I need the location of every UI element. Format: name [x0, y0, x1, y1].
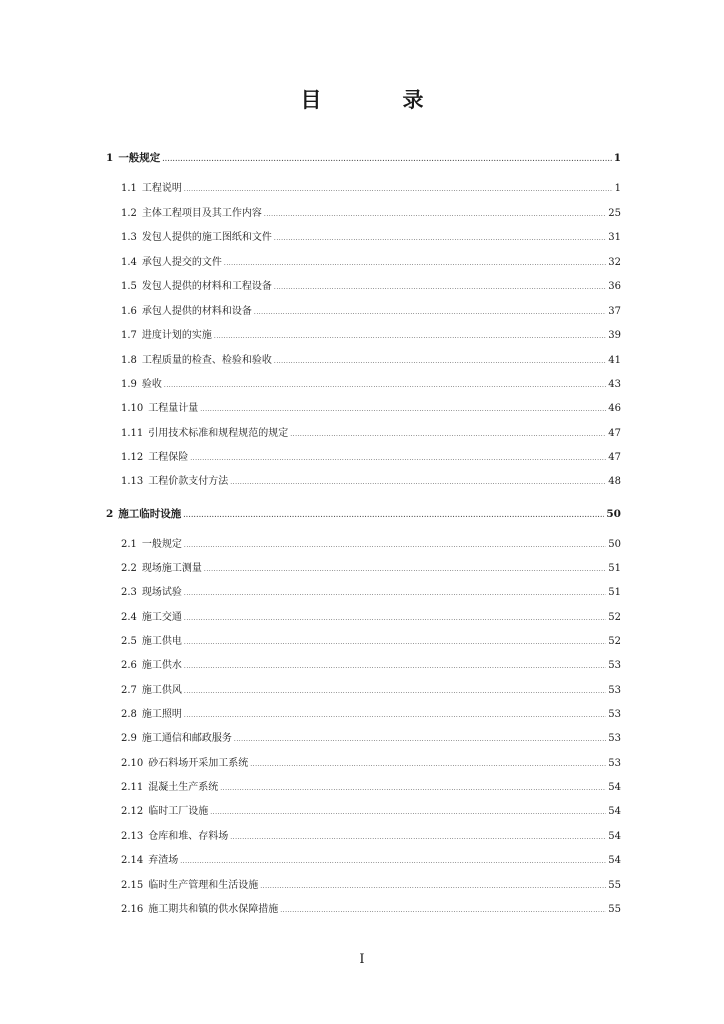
dot-leader	[260, 879, 606, 895]
dot-leader	[190, 451, 606, 467]
toc-entry-page: 50	[608, 539, 621, 550]
toc-entry-number: 2.2	[121, 563, 137, 574]
toc-entry-page: 53	[608, 733, 621, 744]
toc-entry[interactable]	[121, 610, 621, 626]
toc-entry[interactable]	[121, 328, 621, 344]
toc-entry-page: 53	[608, 685, 621, 696]
toc-entry-number: 1.1	[121, 183, 137, 194]
toc-entry-label: 弃渣场	[148, 855, 179, 866]
toc-entry-number: 1.5	[121, 281, 137, 292]
toc-entry-number: 2.14	[121, 855, 144, 866]
toc-entry-label: 进度计划的实施	[141, 330, 212, 341]
dot-leader	[230, 830, 606, 846]
toc-entry[interactable]	[121, 353, 621, 369]
toc-entry-number: 2.16	[121, 904, 144, 915]
toc-entry-label: 施工供风	[141, 685, 182, 696]
toc-entry-number: 1.12	[121, 452, 144, 463]
toc-entry[interactable]	[121, 401, 621, 417]
toc-entry[interactable]	[121, 561, 621, 577]
toc-entry-label: 仓库和堆、存料场	[148, 831, 229, 842]
toc-entry-number: 2.4	[121, 612, 137, 623]
toc-entry[interactable]	[121, 634, 621, 650]
dot-leader	[184, 708, 606, 724]
toc-entry-label: 临时工厂设施	[148, 806, 209, 817]
toc-entry-page: 54	[608, 782, 621, 793]
dot-leader	[164, 378, 606, 394]
toc-entry-label: 承包人提供的材料和设备	[141, 306, 252, 317]
dot-leader	[230, 475, 606, 491]
toc-entry-page: 48	[608, 476, 621, 487]
toc-entry-number: 1.10	[121, 403, 144, 414]
toc-entry-number: 2.10	[121, 758, 144, 769]
toc-entry-number: 1.8	[121, 355, 137, 366]
toc-entry-label: 一般规定	[141, 539, 182, 550]
toc-entry-page: 53	[608, 709, 621, 720]
dot-leader	[180, 854, 606, 870]
toc-entry-page: 1	[613, 152, 621, 164]
dot-leader	[274, 231, 606, 247]
toc-entry-page: 54	[608, 855, 621, 866]
dot-leader	[214, 329, 606, 345]
toc-entry-label: 工程量计量	[148, 403, 199, 414]
toc-entry-page: 55	[608, 904, 621, 915]
toc-entry-label: 施工供水	[141, 660, 182, 671]
dot-leader	[183, 508, 604, 524]
dot-leader	[184, 586, 606, 602]
toc-entry[interactable]	[121, 304, 621, 320]
toc-entry-page: 55	[608, 880, 621, 891]
toc-entry-page: 52	[608, 636, 621, 647]
toc-entry-number: 1.7	[121, 330, 137, 341]
toc-entry[interactable]	[121, 658, 621, 674]
dot-leader	[200, 402, 606, 418]
toc-entry-label: 现场施工测量	[141, 563, 202, 574]
dot-leader	[210, 805, 606, 821]
toc-entry[interactable]	[121, 731, 621, 747]
toc-chapter-1[interactable]	[106, 150, 621, 166]
dot-leader	[224, 256, 606, 272]
toc-entry-number: 1	[106, 152, 114, 164]
toc-entry-label: 主体工程项目及其工作内容	[141, 208, 262, 219]
toc-entry-number: 2.5	[121, 636, 137, 647]
toc-entry-label: 施工交通	[141, 612, 182, 623]
toc-entry-label: 发包人提供的材料和工程设备	[141, 281, 272, 292]
dot-leader	[184, 182, 613, 198]
toc-entry[interactable]	[121, 255, 621, 271]
toc-entry-label: 施工通信和邮政服务	[141, 733, 232, 744]
toc-entry-page: 1	[614, 183, 621, 194]
toc-entry-number: 2.1	[121, 539, 137, 550]
toc-entry[interactable]	[121, 756, 621, 772]
toc-entry[interactable]	[121, 537, 621, 553]
dot-leader	[280, 903, 606, 919]
toc-entry-page: 54	[608, 831, 621, 842]
toc-entry-label: 工程质量的检查、检验和验收	[141, 355, 272, 366]
toc-chapter-2[interactable]	[106, 506, 621, 522]
toc-entry-page: 47	[608, 452, 621, 463]
toc-entry[interactable]	[121, 181, 621, 197]
toc-entry-label: 现场试验	[141, 587, 182, 598]
dot-leader	[162, 152, 611, 168]
toc-entry-page: 47	[608, 428, 621, 439]
toc-entry-label: 临时生产管理和生活设施	[148, 880, 259, 891]
toc-entry-number: 1.2	[121, 208, 137, 219]
toc-entry-label: 施工临时设施	[118, 508, 182, 520]
toc-entry-label: 承包人提交的文件	[141, 257, 222, 268]
toc-entry-page: 51	[608, 587, 621, 598]
toc-entry[interactable]	[121, 878, 621, 894]
toc-entry[interactable]	[121, 450, 621, 466]
toc-entry-page: 43	[608, 379, 621, 390]
toc-entry[interactable]	[121, 829, 621, 845]
toc-entry-page: 51	[608, 563, 621, 574]
toc-entry-page: 36	[608, 281, 621, 292]
toc-entry-page: 39	[608, 330, 621, 341]
toc-entry[interactable]	[121, 474, 621, 490]
dot-leader	[220, 781, 606, 797]
dot-leader	[184, 684, 606, 700]
toc-entry-number: 2.8	[121, 709, 137, 720]
toc-entry-number: 2.9	[121, 733, 137, 744]
dot-leader	[184, 635, 606, 651]
toc-entry-number: 1.11	[121, 428, 144, 439]
toc-entry-number: 2	[106, 508, 114, 520]
toc-entry-label: 施工照明	[141, 709, 182, 720]
dot-leader	[264, 207, 606, 223]
toc-entry-number: 1.3	[121, 232, 137, 243]
dot-leader	[234, 732, 606, 748]
toc-entry-page: 50	[606, 508, 621, 520]
dot-leader	[254, 305, 606, 321]
toc-entry-number: 2.15	[121, 880, 144, 891]
toc-entry-label: 施工供电	[141, 636, 182, 647]
toc-entry-page: 54	[608, 806, 621, 817]
toc-entry-page: 37	[608, 306, 621, 317]
toc-entry-page: 32	[608, 257, 621, 268]
toc-entry-page: 53	[608, 758, 621, 769]
toc-entry-page: 52	[608, 612, 621, 623]
toc-entry-number: 1.6	[121, 306, 137, 317]
toc-entry[interactable]	[121, 902, 621, 918]
toc-entry-number: 1.13	[121, 476, 144, 487]
toc-entry-label: 发包人提供的施工图纸和文件	[141, 232, 272, 243]
toc-entry[interactable]	[121, 426, 621, 442]
toc-entry-label: 施工期共和镇的供水保障措施	[148, 904, 279, 915]
page-title: 目 录	[300, 87, 454, 112]
toc-entry[interactable]	[121, 230, 621, 246]
dot-leader	[250, 757, 606, 773]
toc-entry-page: 41	[608, 355, 621, 366]
toc-entry-page: 46	[608, 403, 621, 414]
toc-entry-number: 2.7	[121, 685, 137, 696]
toc-entry[interactable]	[121, 377, 621, 393]
toc-entry[interactable]	[121, 780, 621, 796]
toc-entry[interactable]	[121, 707, 621, 723]
toc-entry[interactable]	[121, 804, 621, 820]
dot-leader	[274, 280, 606, 296]
dot-leader	[184, 611, 606, 627]
toc-entry-number: 2.6	[121, 660, 137, 671]
toc-entry-page: 53	[608, 660, 621, 671]
toc-entry-label: 混凝土生产系统	[148, 782, 219, 793]
toc-entry-label: 引用技术标准和规程规范的规定	[148, 428, 289, 439]
toc-entry-label: 工程说明	[141, 183, 182, 194]
toc-entry[interactable]	[121, 853, 621, 869]
toc-entry-number: 1.4	[121, 257, 137, 268]
dot-leader	[274, 354, 606, 370]
toc-entry-number: 2.11	[121, 782, 144, 793]
toc-entry-label: 工程价款支付方法	[148, 476, 229, 487]
dot-leader	[290, 427, 606, 443]
dot-leader	[184, 538, 606, 554]
page-number: I	[359, 952, 365, 967]
toc-entry[interactable]	[121, 206, 621, 222]
toc-entry[interactable]	[121, 279, 621, 295]
toc-entry-label: 砂石料场开采加工系统	[148, 758, 249, 769]
dot-leader	[184, 659, 606, 675]
dot-leader	[204, 562, 606, 578]
toc-entry-number: 2.12	[121, 806, 144, 817]
toc-entry-page: 31	[608, 232, 621, 243]
toc-entry-label: 验收	[141, 379, 162, 390]
toc-entry[interactable]	[121, 683, 621, 699]
toc-entry-number: 1.9	[121, 379, 137, 390]
toc-entry-label: 一般规定	[118, 152, 161, 164]
toc-entry-page: 25	[608, 208, 621, 219]
toc-entry-number: 2.3	[121, 587, 137, 598]
toc-entry[interactable]	[121, 585, 621, 601]
toc-entry-label: 工程保险	[148, 452, 189, 463]
toc-entry-number: 2.13	[121, 831, 144, 842]
